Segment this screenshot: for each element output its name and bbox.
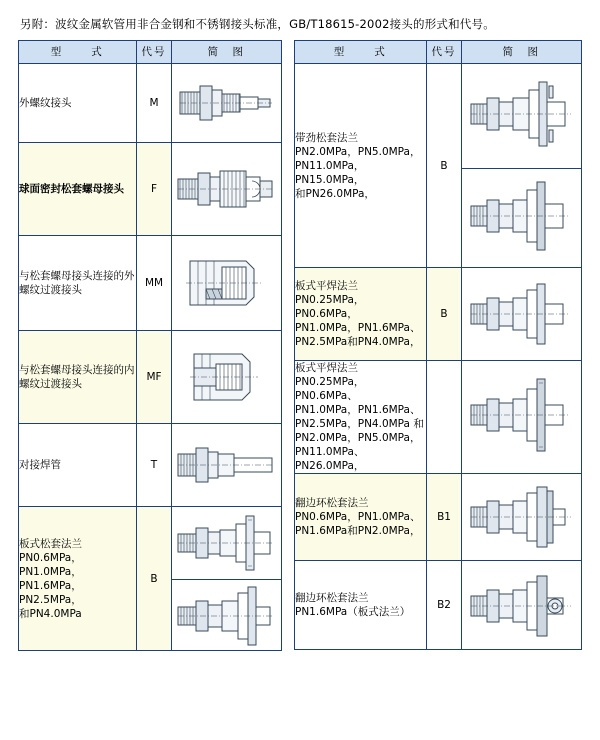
row-type-cell: 与松套螺母接头连接的内螺纹过渡接头 xyxy=(19,331,137,424)
table-row xyxy=(19,424,282,507)
table-header-row xyxy=(19,41,282,64)
row-type-cell: 翻边环松套法兰 PN0.6MPa，PN1.0MPa、 PN1.6MPa和PN2.0MPa， xyxy=(295,474,427,561)
row-code-cell: MF xyxy=(137,331,171,424)
right-table-body xyxy=(295,64,582,650)
table-row xyxy=(19,236,282,331)
header-figure: 简 图 xyxy=(171,41,281,64)
right-table-head xyxy=(295,41,582,64)
row-code-cell: B xyxy=(427,64,461,268)
ribbed-loose-flange-diagram-2 xyxy=(462,172,581,264)
table-row xyxy=(295,268,582,361)
table-row xyxy=(295,64,582,169)
plate-loose-flange-diagram xyxy=(172,508,281,578)
row-figure-cell xyxy=(171,331,281,424)
row-code-cell: F xyxy=(137,143,171,236)
row-code-cell: MM xyxy=(137,236,171,331)
row-figure-cell xyxy=(171,143,281,236)
table-row xyxy=(295,561,582,650)
row-code-cell xyxy=(427,361,461,474)
tables-container xyxy=(18,40,582,651)
row-type-cell: 与松套螺母接头连接的外螺纹过渡接头 xyxy=(19,236,137,331)
right-spec-table xyxy=(294,40,582,650)
spherical-seal-union-nut-diagram xyxy=(172,153,281,225)
row-figure-cell xyxy=(171,64,281,143)
row-figure-cell xyxy=(461,268,581,361)
row-code-cell: B xyxy=(137,507,171,651)
row-code-cell: B2 xyxy=(427,561,461,650)
plate-slip-on-flange-diagram-2 xyxy=(462,367,581,467)
row-type-cell: 翻边环松套法兰 PN1.6MPa（板式法兰） xyxy=(295,561,427,650)
header-type: 型 式 xyxy=(295,41,427,64)
header-type: 型 式 xyxy=(19,41,137,64)
row-type-cell: 带劲松套法兰 PN2.0MPa，PN5.0MPa， PN11.0MPa，PN15.0MPa， 和PN26.0MPa， xyxy=(295,64,427,268)
row-type-cell: 板式松套法兰 PN0.6MPa，PN1.0MPa， PN1.6MPa，PN2.5MPa， 和PN4.0MPa xyxy=(19,507,137,651)
plate-loose-flange-diagram-2 xyxy=(172,581,281,649)
header-code: 代号 xyxy=(427,41,461,64)
row-figure-cell xyxy=(171,580,281,651)
row-code-cell: T xyxy=(137,424,171,507)
row-type-cell: 球面密封松套螺母接头 xyxy=(19,143,137,236)
row-figure-cell xyxy=(461,64,581,169)
lap-joint-flange-diagram xyxy=(462,477,581,557)
row-code-cell: B xyxy=(427,268,461,361)
left-table-head xyxy=(19,41,282,64)
table-row xyxy=(295,474,582,561)
row-type-cell: 板式平焊法兰 PN0.25MPa，PN0.6MPa、 PN1.0MPa，PN1.6MPa、 PN2.5MPa，PN4.0MPa 和 PN2.0MPa，PN5.0MPa， PN11.0MPa、PN26.0MPa， xyxy=(295,361,427,474)
left-spec-table xyxy=(18,40,282,651)
row-type-cell: 对接焊管 xyxy=(19,424,137,507)
male-thread-fitting-diagram xyxy=(172,70,281,136)
header-code: 代号 xyxy=(137,41,171,64)
page-title: 另附：波纹金属软管用非合金钢和不锈钢接头标准，GB/T18615-2002接头的形式和代号。 xyxy=(20,17,495,31)
row-figure-cell xyxy=(171,236,281,331)
row-code-cell: B1 xyxy=(427,474,461,561)
butt-weld-pipe-diagram xyxy=(172,432,281,498)
plate-slip-on-flange-diagram xyxy=(462,272,581,356)
row-figure-cell xyxy=(171,424,281,507)
table-header-row xyxy=(295,41,582,64)
male-transition-fitting-diagram xyxy=(172,245,281,321)
left-table-body xyxy=(19,64,282,651)
table-row xyxy=(19,507,282,580)
table-row xyxy=(295,361,582,474)
female-transition-fitting-diagram xyxy=(172,340,281,414)
row-figure-cell xyxy=(461,474,581,561)
row-figure-cell xyxy=(461,361,581,474)
table-row xyxy=(19,64,282,143)
lap-joint-flange-diagram-2 xyxy=(462,564,581,646)
ribbed-loose-flange-diagram xyxy=(462,68,581,164)
row-figure-cell xyxy=(461,169,581,268)
table-row xyxy=(19,331,282,424)
row-figure-cell xyxy=(171,507,281,580)
table-row xyxy=(19,143,282,236)
row-figure-cell xyxy=(461,561,581,650)
row-type-cell: 外螺纹接头 xyxy=(19,64,137,143)
row-code-cell: M xyxy=(137,64,171,143)
row-type-cell: 板式平焊法兰 PN0.25MPa，PN0.6MPa， PN1.0MPa，PN1.6MPa、 PN2.5MPa和PN4.0MPa， xyxy=(295,268,427,361)
header-figure: 简 图 xyxy=(461,41,581,64)
